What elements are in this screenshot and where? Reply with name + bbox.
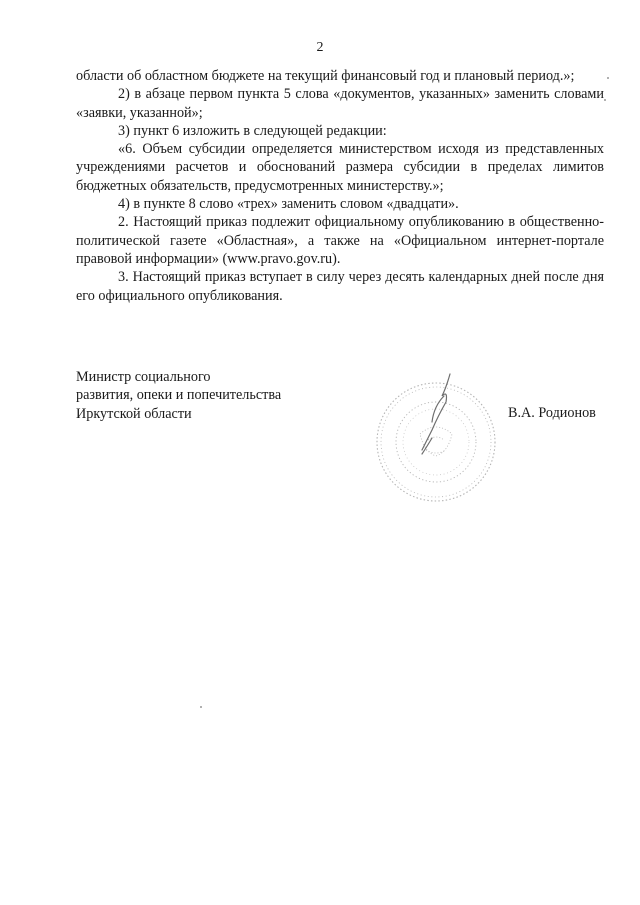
scan-speck: [607, 77, 609, 79]
paragraph-amendment-4: 4) в пункте 8 слово «трех» заменить словом «двадцати».: [118, 196, 459, 213]
paragraph-amendment-2: 2) в абзаце первом пункта 5 слова «документов, указанных» заменить словами «заявки, указанной»;: [76, 86, 604, 121]
paragraph-continuation: области об областном бюджете на текущий финансовый год и плановый период.»;: [76, 68, 575, 84]
scan-speck: [604, 99, 606, 101]
official-seal-stamp: [370, 366, 500, 506]
paragraph-publication: 2. Настоящий приказ подлежит официальному опубликованию в общественно-политической газете «Областная», а также на «Официальном интернет-портале правовой информации» (www.pravo.gov.ru).: [76, 214, 604, 267]
seal-rings: [377, 383, 495, 501]
seal-emblem: [420, 427, 452, 456]
signatory-title-line: развития, опеки и попечительства: [76, 387, 282, 404]
signature-mark: [422, 374, 450, 454]
signatory-title: [76, 368, 281, 423]
paragraph-amendment-3: 3) пункт 6 изложить в следующей редакции:: [118, 122, 387, 139]
signatory-title-line: Иркутской области: [76, 405, 192, 422]
signatory-title-line: Министр социального: [76, 369, 211, 385]
signatory-name: В.А. Родионов: [508, 405, 596, 421]
scan-speck: [200, 706, 202, 708]
paragraph-amendment-3-text: «6. Объем субсидии определяется министерством исходя из представленных учреждениями расчетов и обоснований размера субсидии в пределах лимитов бюджетных обязательств, предусмотренных министерству.»;: [76, 141, 604, 194]
page-number: 2: [316, 40, 324, 55]
order-body-text: [76, 67, 604, 305]
paragraph-effective-date: 3. Настоящий приказ вступает в силу через десять календарных дней после дня его официального опубликования.: [76, 269, 604, 304]
